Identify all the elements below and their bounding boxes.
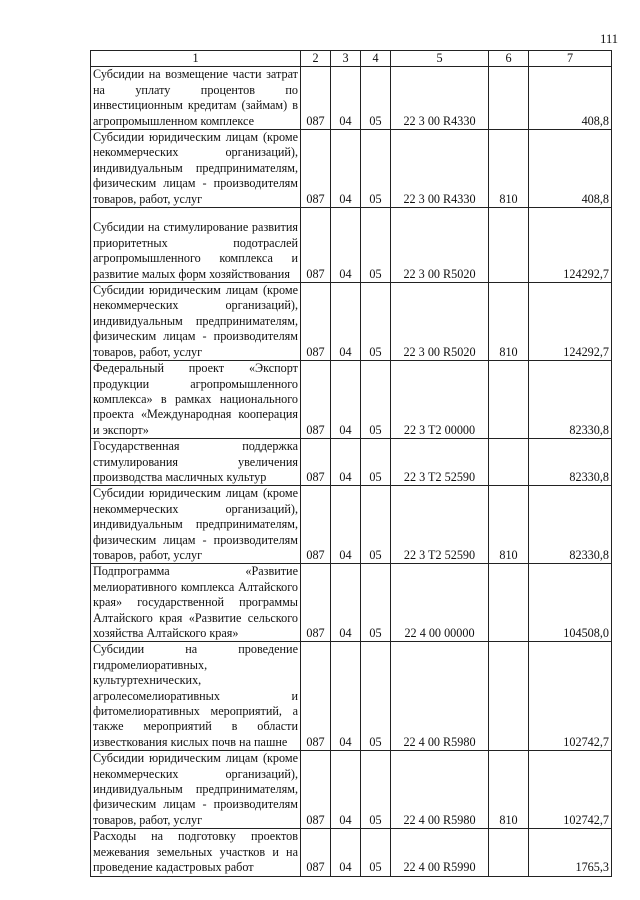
subsection-code: 05 (361, 751, 391, 829)
row-description: Расходы на подготовку проектов межевания земельных участков и на проведение кадастровых работ (91, 829, 301, 876)
ministry-code: 087 (301, 829, 331, 876)
amount: 408,8 (529, 67, 612, 130)
row-description: Субсидии на стимулирование развития приоритетных подотраслей агропромышленного комплекса и развитие малых форм хозяйствования (91, 208, 301, 283)
table-row (91, 361, 612, 439)
ministry-code: 087 (301, 361, 331, 439)
column-header: 1 (91, 51, 301, 67)
section-code: 04 (331, 829, 361, 876)
section-code: 04 (331, 361, 361, 439)
table-row (91, 208, 612, 283)
ministry-code: 087 (301, 67, 331, 130)
expense-type-code (489, 564, 529, 642)
row-description: Субсидии на проведение гидромелиоративных, культуртехнических, агролесомелиоративных и фитомелиоративных мероприятий, а также мероприятий в области известкования кислых почв на пашне (91, 642, 301, 751)
table-row (91, 486, 612, 564)
subsection-code: 05 (361, 829, 391, 876)
ministry-code: 087 (301, 439, 331, 486)
column-header: 4 (361, 51, 391, 67)
ministry-code: 087 (301, 208, 331, 283)
subsection-code: 05 (361, 361, 391, 439)
expense-type-code (489, 361, 529, 439)
table-row (91, 130, 612, 208)
row-description: Субсидии юридическим лицам (кроме некоммерческих организаций), индивидуальным предпринимателям, физическим лицам - производителям товаров, работ, услуг (91, 130, 301, 208)
section-code: 04 (331, 130, 361, 208)
column-header: 6 (489, 51, 529, 67)
ministry-code: 087 (301, 486, 331, 564)
amount: 82330,8 (529, 361, 612, 439)
subsection-code: 05 (361, 283, 391, 361)
section-code: 04 (331, 208, 361, 283)
expense-type-code: 810 (489, 130, 529, 208)
table-row (91, 283, 612, 361)
expense-type-code (489, 439, 529, 486)
section-code: 04 (331, 486, 361, 564)
ministry-code: 087 (301, 283, 331, 361)
subsection-code: 05 (361, 439, 391, 486)
subsection-code: 05 (361, 67, 391, 130)
table-row (91, 67, 612, 130)
row-description: Субсидии юридическим лицам (кроме некоммерческих организаций), индивидуальным предпринимателям, физическим лицам - производителям товаров, работ, услуг (91, 486, 301, 564)
row-description: Субсидии юридическим лицам (кроме некоммерческих организаций), индивидуальным предпринимателям, физическим лицам - производителям товаров, работ, услуг (91, 283, 301, 361)
row-description: Федеральный проект «Экспорт продукции агропромышленного комплекса» в рамках национального проекта «Международная кооперация и экспорт» (91, 361, 301, 439)
expense-type-code: 810 (489, 486, 529, 564)
column-header: 3 (331, 51, 361, 67)
row-description: Подпрограмма «Развитие мелиоративного комплекса Алтайского края» государственной программы Алтайского края «Развитие сельского хозяйства Алтайского края» (91, 564, 301, 642)
ministry-code: 087 (301, 751, 331, 829)
amount: 124292,7 (529, 283, 612, 361)
target-article-code: 22 3 00 R5020 (391, 283, 489, 361)
target-article-code: 22 4 00 R5980 (391, 751, 489, 829)
subsection-code: 05 (361, 208, 391, 283)
ministry-code: 087 (301, 642, 331, 751)
amount: 102742,7 (529, 751, 612, 829)
expense-type-code (489, 208, 529, 283)
budget-table (90, 50, 612, 877)
subsection-code: 05 (361, 642, 391, 751)
row-description: Государственная поддержка стимулирования увеличения производства масличных культур (91, 439, 301, 486)
section-code: 04 (331, 439, 361, 486)
subsection-code: 05 (361, 486, 391, 564)
table-row (91, 642, 612, 751)
row-description: Субсидии на возмещение части затрат на уплату процентов по инвестиционным кредитам (займам) в агропромышленном комплексе (91, 67, 301, 130)
amount: 1765,3 (529, 829, 612, 876)
row-description: Субсидии юридическим лицам (кроме некоммерческих организаций), индивидуальным предпринимателям, физическим лицам - производителям товаров, работ, услуг (91, 751, 301, 829)
column-header: 5 (391, 51, 489, 67)
section-code: 04 (331, 67, 361, 130)
column-header: 7 (529, 51, 612, 67)
amount: 82330,8 (529, 439, 612, 486)
section-code: 04 (331, 564, 361, 642)
subsection-code: 05 (361, 564, 391, 642)
expense-type-code (489, 829, 529, 876)
ministry-code: 087 (301, 130, 331, 208)
target-article-code: 22 3 00 R5020 (391, 208, 489, 283)
page-number: 111 (600, 32, 618, 46)
expense-type-code (489, 67, 529, 130)
section-code: 04 (331, 642, 361, 751)
target-article-code: 22 3 T2 52590 (391, 439, 489, 486)
target-article-code: 22 3 00 R4330 (391, 67, 489, 130)
column-header: 2 (301, 51, 331, 67)
amount: 82330,8 (529, 486, 612, 564)
section-code: 04 (331, 751, 361, 829)
expense-type-code (489, 642, 529, 751)
ministry-code: 087 (301, 564, 331, 642)
target-article-code: 22 3 T2 52590 (391, 486, 489, 564)
target-article-code: 22 4 00 R5990 (391, 829, 489, 876)
table-row (91, 751, 612, 829)
target-article-code: 22 3 T2 00000 (391, 361, 489, 439)
table-row (91, 439, 612, 486)
target-article-code: 22 4 00 00000 (391, 564, 489, 642)
expense-type-code: 810 (489, 283, 529, 361)
target-article-code: 22 3 00 R4330 (391, 130, 489, 208)
target-article-code: 22 4 00 R5980 (391, 642, 489, 751)
table-row (91, 829, 612, 876)
section-code: 04 (331, 283, 361, 361)
amount: 104508,0 (529, 564, 612, 642)
expense-type-code: 810 (489, 751, 529, 829)
amount: 102742,7 (529, 642, 612, 751)
table-row (91, 564, 612, 642)
amount: 408,8 (529, 130, 612, 208)
table-header-row (91, 51, 612, 67)
amount: 124292,7 (529, 208, 612, 283)
subsection-code: 05 (361, 130, 391, 208)
